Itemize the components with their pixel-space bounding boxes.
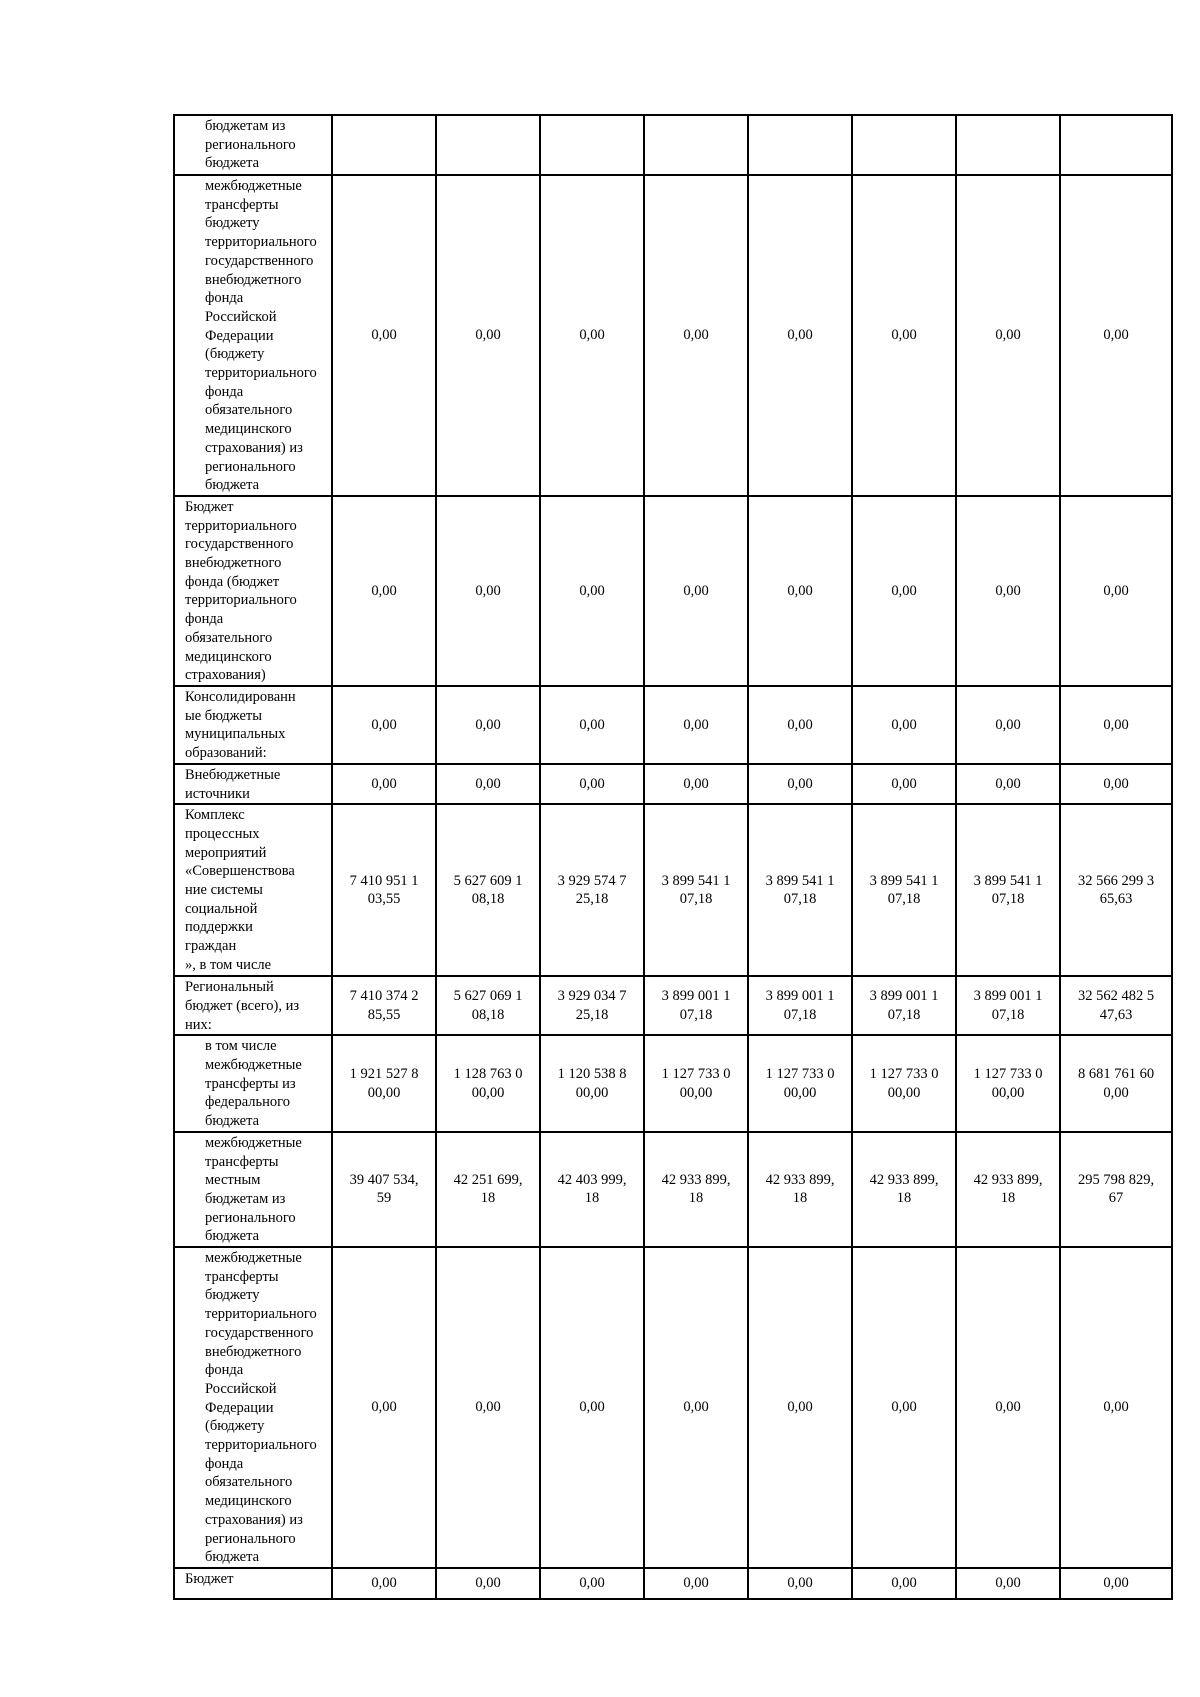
value-cell: 1 120 538 8 00,00 <box>540 1035 644 1132</box>
value-cell: 0,00 <box>852 175 956 496</box>
value-cell: 0,00 <box>748 175 852 496</box>
value-cell: 0,00 <box>748 764 852 804</box>
value-cell: 0,00 <box>644 764 748 804</box>
table-row <box>174 1035 1172 1132</box>
row-label: в том числе межбюджетные трансферты из федерального бюджета <box>174 1035 332 1132</box>
value-cell: 39 407 534, 59 <box>332 1132 436 1247</box>
value-cell <box>540 115 644 175</box>
row-label: Внебюджетные источники <box>174 764 332 804</box>
table-body <box>174 115 1172 1599</box>
value-cell: 42 933 899, 18 <box>644 1132 748 1247</box>
value-cell: 0,00 <box>332 496 436 686</box>
table-row <box>174 1247 1172 1568</box>
value-cell: 0,00 <box>332 175 436 496</box>
value-cell <box>436 115 540 175</box>
value-cell: 0,00 <box>956 686 1060 764</box>
value-cell <box>852 115 956 175</box>
value-cell: 0,00 <box>332 1568 436 1599</box>
value-cell: 0,00 <box>956 764 1060 804</box>
value-cell: 0,00 <box>956 1568 1060 1599</box>
value-cell: 32 562 482 5 47,63 <box>1060 976 1172 1035</box>
value-cell: 3 899 541 1 07,18 <box>852 804 956 976</box>
value-cell <box>644 115 748 175</box>
value-cell: 42 933 899, 18 <box>852 1132 956 1247</box>
value-cell: 32 566 299 3 65,63 <box>1060 804 1172 976</box>
value-cell: 295 798 829, 67 <box>1060 1132 1172 1247</box>
value-cell: 0,00 <box>436 175 540 496</box>
value-cell: 0,00 <box>748 1247 852 1568</box>
value-cell: 1 127 733 0 00,00 <box>956 1035 1060 1132</box>
value-cell: 8 681 761 60 0,00 <box>1060 1035 1172 1132</box>
value-cell: 0,00 <box>852 686 956 764</box>
value-cell: 42 251 699, 18 <box>436 1132 540 1247</box>
value-cell: 0,00 <box>436 1247 540 1568</box>
table-row <box>174 686 1172 764</box>
value-cell: 0,00 <box>956 1247 1060 1568</box>
value-cell <box>1060 115 1172 175</box>
value-cell: 0,00 <box>332 686 436 764</box>
row-label: Комплекс процессных мероприятий «Совершенствова ние системы социальной поддержки граждан », в том числе <box>174 804 332 976</box>
value-cell: 0,00 <box>956 496 1060 686</box>
value-cell: 0,00 <box>540 496 644 686</box>
value-cell: 0,00 <box>748 496 852 686</box>
value-cell: 3 929 034 7 25,18 <box>540 976 644 1035</box>
value-cell: 42 403 999, 18 <box>540 1132 644 1247</box>
value-cell: 1 128 763 0 00,00 <box>436 1035 540 1132</box>
value-cell: 0,00 <box>332 764 436 804</box>
value-cell: 0,00 <box>1060 175 1172 496</box>
budget-table <box>173 114 1173 1600</box>
value-cell: 0,00 <box>1060 1568 1172 1599</box>
table-row <box>174 175 1172 496</box>
value-cell: 0,00 <box>956 175 1060 496</box>
value-cell: 0,00 <box>1060 496 1172 686</box>
table-row <box>174 764 1172 804</box>
value-cell: 3 899 001 1 07,18 <box>852 976 956 1035</box>
table-row <box>174 496 1172 686</box>
value-cell: 0,00 <box>436 686 540 764</box>
value-cell: 0,00 <box>748 686 852 764</box>
value-cell <box>748 115 852 175</box>
value-cell: 0,00 <box>748 1568 852 1599</box>
table-row <box>174 1568 1172 1599</box>
value-cell: 1 127 733 0 00,00 <box>852 1035 956 1132</box>
row-label: Бюджет <box>174 1568 332 1599</box>
value-cell: 0,00 <box>436 764 540 804</box>
value-cell: 3 899 001 1 07,18 <box>748 976 852 1035</box>
value-cell: 0,00 <box>852 496 956 686</box>
value-cell: 0,00 <box>540 175 644 496</box>
row-label: Региональный бюджет (всего), из них: <box>174 976 332 1035</box>
row-label: межбюджетные трансферты бюджету территориального государственного внебюджетного фонда Российской Федерации (бюджету территориального фонда обязательного медицинского страхования) из регионального бюджета <box>174 175 332 496</box>
value-cell: 5 627 069 1 08,18 <box>436 976 540 1035</box>
value-cell: 42 933 899, 18 <box>956 1132 1060 1247</box>
value-cell: 3 899 541 1 07,18 <box>644 804 748 976</box>
value-cell: 0,00 <box>540 686 644 764</box>
value-cell: 0,00 <box>644 496 748 686</box>
value-cell: 0,00 <box>1060 686 1172 764</box>
row-label: Консолидированн ые бюджеты муниципальных образований: <box>174 686 332 764</box>
value-cell <box>332 115 436 175</box>
value-cell: 0,00 <box>540 1568 644 1599</box>
row-label: межбюджетные трансферты бюджету территориального государственного внебюджетного фонда Российской Федерации (бюджету территориального фонда обязательного медицинского страхования) из регионального бюджета <box>174 1247 332 1568</box>
value-cell: 1 921 527 8 00,00 <box>332 1035 436 1132</box>
value-cell: 1 127 733 0 00,00 <box>644 1035 748 1132</box>
value-cell: 0,00 <box>644 686 748 764</box>
value-cell: 1 127 733 0 00,00 <box>748 1035 852 1132</box>
row-label: Бюджет территориального государственного внебюджетного фонда (бюджет территориального фонда обязательного медицинского страхования) <box>174 496 332 686</box>
value-cell: 0,00 <box>644 175 748 496</box>
value-cell: 7 410 374 2 85,55 <box>332 976 436 1035</box>
value-cell: 0,00 <box>540 764 644 804</box>
value-cell: 0,00 <box>852 1568 956 1599</box>
value-cell: 0,00 <box>852 1247 956 1568</box>
value-cell: 0,00 <box>436 496 540 686</box>
value-cell: 0,00 <box>540 1247 644 1568</box>
value-cell: 0,00 <box>644 1568 748 1599</box>
value-cell: 0,00 <box>1060 764 1172 804</box>
value-cell: 3 899 001 1 07,18 <box>644 976 748 1035</box>
value-cell: 3 899 541 1 07,18 <box>748 804 852 976</box>
value-cell: 0,00 <box>852 764 956 804</box>
table-row <box>174 976 1172 1035</box>
value-cell: 0,00 <box>332 1247 436 1568</box>
value-cell <box>956 115 1060 175</box>
table-row <box>174 1132 1172 1247</box>
row-label: межбюджетные трансферты местным бюджетам из регионального бюджета <box>174 1132 332 1247</box>
value-cell: 42 933 899, 18 <box>748 1132 852 1247</box>
value-cell: 7 410 951 1 03,55 <box>332 804 436 976</box>
table-row <box>174 804 1172 976</box>
value-cell: 5 627 609 1 08,18 <box>436 804 540 976</box>
table-row <box>174 115 1172 175</box>
value-cell: 3 929 574 7 25,18 <box>540 804 644 976</box>
value-cell: 0,00 <box>436 1568 540 1599</box>
value-cell: 3 899 001 1 07,18 <box>956 976 1060 1035</box>
value-cell: 0,00 <box>644 1247 748 1568</box>
row-label: бюджетам из регионального бюджета <box>174 115 332 175</box>
value-cell: 0,00 <box>1060 1247 1172 1568</box>
value-cell: 3 899 541 1 07,18 <box>956 804 1060 976</box>
